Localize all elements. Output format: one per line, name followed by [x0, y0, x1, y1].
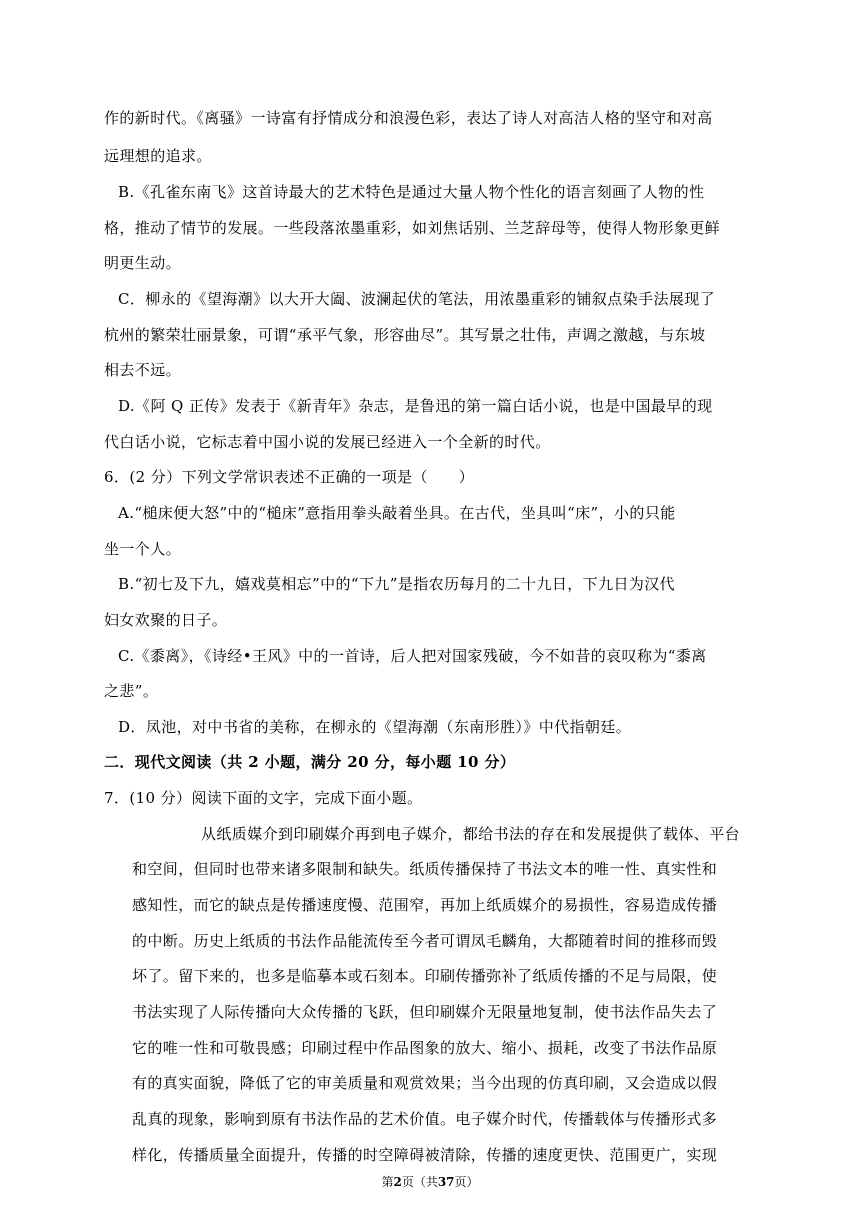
- section-heading: 二．现代文阅读（共 2 小题，满分 20 分，每小题 10 分）: [104, 753, 516, 771]
- option-6d: D．凤池，对中书省的美称，在柳永的《望海潮（东南形胜）》中代指朝廷。: [118, 718, 632, 736]
- option-6b: B.“初七及下九，嬉戏莫相忘”中的“下九”是指农历每月的二十九日，下九日为汉代: [118, 575, 676, 593]
- passage-line-2: 和空间，但同时也带来诸多限制和缺失。纸质传播保持了书法文本的唯一性、真实性和: [132, 860, 718, 878]
- question-7: 7．(10 分）阅读下面的文字，完成下面小题。: [104, 789, 423, 807]
- passage-line-10: 样化，传播质量全面提升，传播的时空障碍被清除，传播的速度更快、范围更广，实现: [132, 1146, 718, 1164]
- text-line-3: B.《孔雀东南飞》这首诗最大的艺术特色是通过大量人物个性化的语言刻画了人物的性: [118, 183, 705, 201]
- text-line-1: 作的新时代。《离骚》一诗富有抒情成分和浪漫色彩，表达了诗人对高洁人格的坚守和对高: [104, 109, 713, 127]
- text-line-13: 坐一个人。: [104, 540, 182, 558]
- text-line-6: C．柳永的《望海潮》以大开大阖、波澜起伏的笔法，用浓墨重彩的铺叙点染手法展现了: [118, 290, 716, 308]
- text-line-8: 相去不远。: [104, 361, 182, 379]
- passage-line-7: 它的唯一性和可敬畏感；印刷过程中作品图象的放大、缩小、损耗，改变了书法作品原: [132, 1039, 718, 1057]
- text-line-2: 远理想的追求。: [104, 147, 212, 165]
- text-line-7: 杭州的繁荣壮丽景象，可谓“承平气象，形容曲尽”。其写景之壮伟，声调之激越，与东坡: [104, 326, 706, 344]
- passage-line-9: 乱真的现象，影响到原有书法作品的艺术价值。电子媒介时代，传播载体与传播形式多: [132, 1110, 718, 1128]
- passage-line-8: 有的真实面貌，降低了它的审美质量和观赏效果；当今出现的仿真印刷，又会造成以假: [132, 1074, 718, 1092]
- passage-line-1: 从纸质媒介到印刷媒介再到电子媒介，都给书法的存在和发展提供了载体、平台: [201, 825, 741, 843]
- option-6a: A.“槌床便大怒”中的“槌床”意指用拳头敲着坐具。在古代，坐具叫“床”，小的只能: [118, 504, 676, 522]
- text-line-5: 明更生动。: [104, 254, 182, 272]
- footer-middle: 页（共: [401, 1175, 438, 1189]
- text-line-4: 格，推动了情节的发展。一些段落浓墨重彩，如刘焦话别、兰芝辞母等，使得人物形象更鲜: [104, 219, 721, 237]
- text-line-10: 代白话小说，它标志着中国小说的发展已经进入一个全新的时代。: [104, 433, 551, 451]
- passage-line-4: 的中断。历史上纸质的书法作品能流传至今者可谓凤毛麟角，大都随着时间的推移而毁: [132, 932, 718, 950]
- page-footer: [0, 1174, 860, 1190]
- option-6c: C.《黍离》，《诗经•王风》中的一首诗，后人把对国家残破，今不如昔的哀叹称为“黍离: [118, 647, 707, 665]
- passage-line-3: 感知性，而它的缺点是传播速度慢、范围窄，再加上纸质媒介的易损性，容易造成传播: [132, 896, 718, 914]
- footer-total-pages: 37: [437, 1175, 455, 1189]
- footer-prefix: 第: [381, 1175, 394, 1189]
- text-line-15: 妇女欢聚的日子。: [104, 611, 228, 629]
- question-6: 6．(2 分）下列文学常识表述不正确的一项是（ ）: [104, 468, 475, 486]
- passage-line-5: 坏了。留下来的，也多是临摹本或石刻本。印刷传播弥补了纸质传播的不足与局限，使: [132, 967, 718, 985]
- text-line-9: D.《阿 Q 正传》发表于《新青年》杂志，是鲁迅的第一篇白话小说，也是中国最早的现: [118, 397, 713, 415]
- passage-line-6: 书法实现了人际传播向大众传播的飞跃，但印刷媒介无限量地复制，使书法作品失去了: [132, 1003, 718, 1021]
- text-line-17: 之悲”。: [104, 682, 159, 700]
- footer-suffix: 页）: [454, 1175, 479, 1189]
- footer-page-number: 2: [393, 1175, 402, 1189]
